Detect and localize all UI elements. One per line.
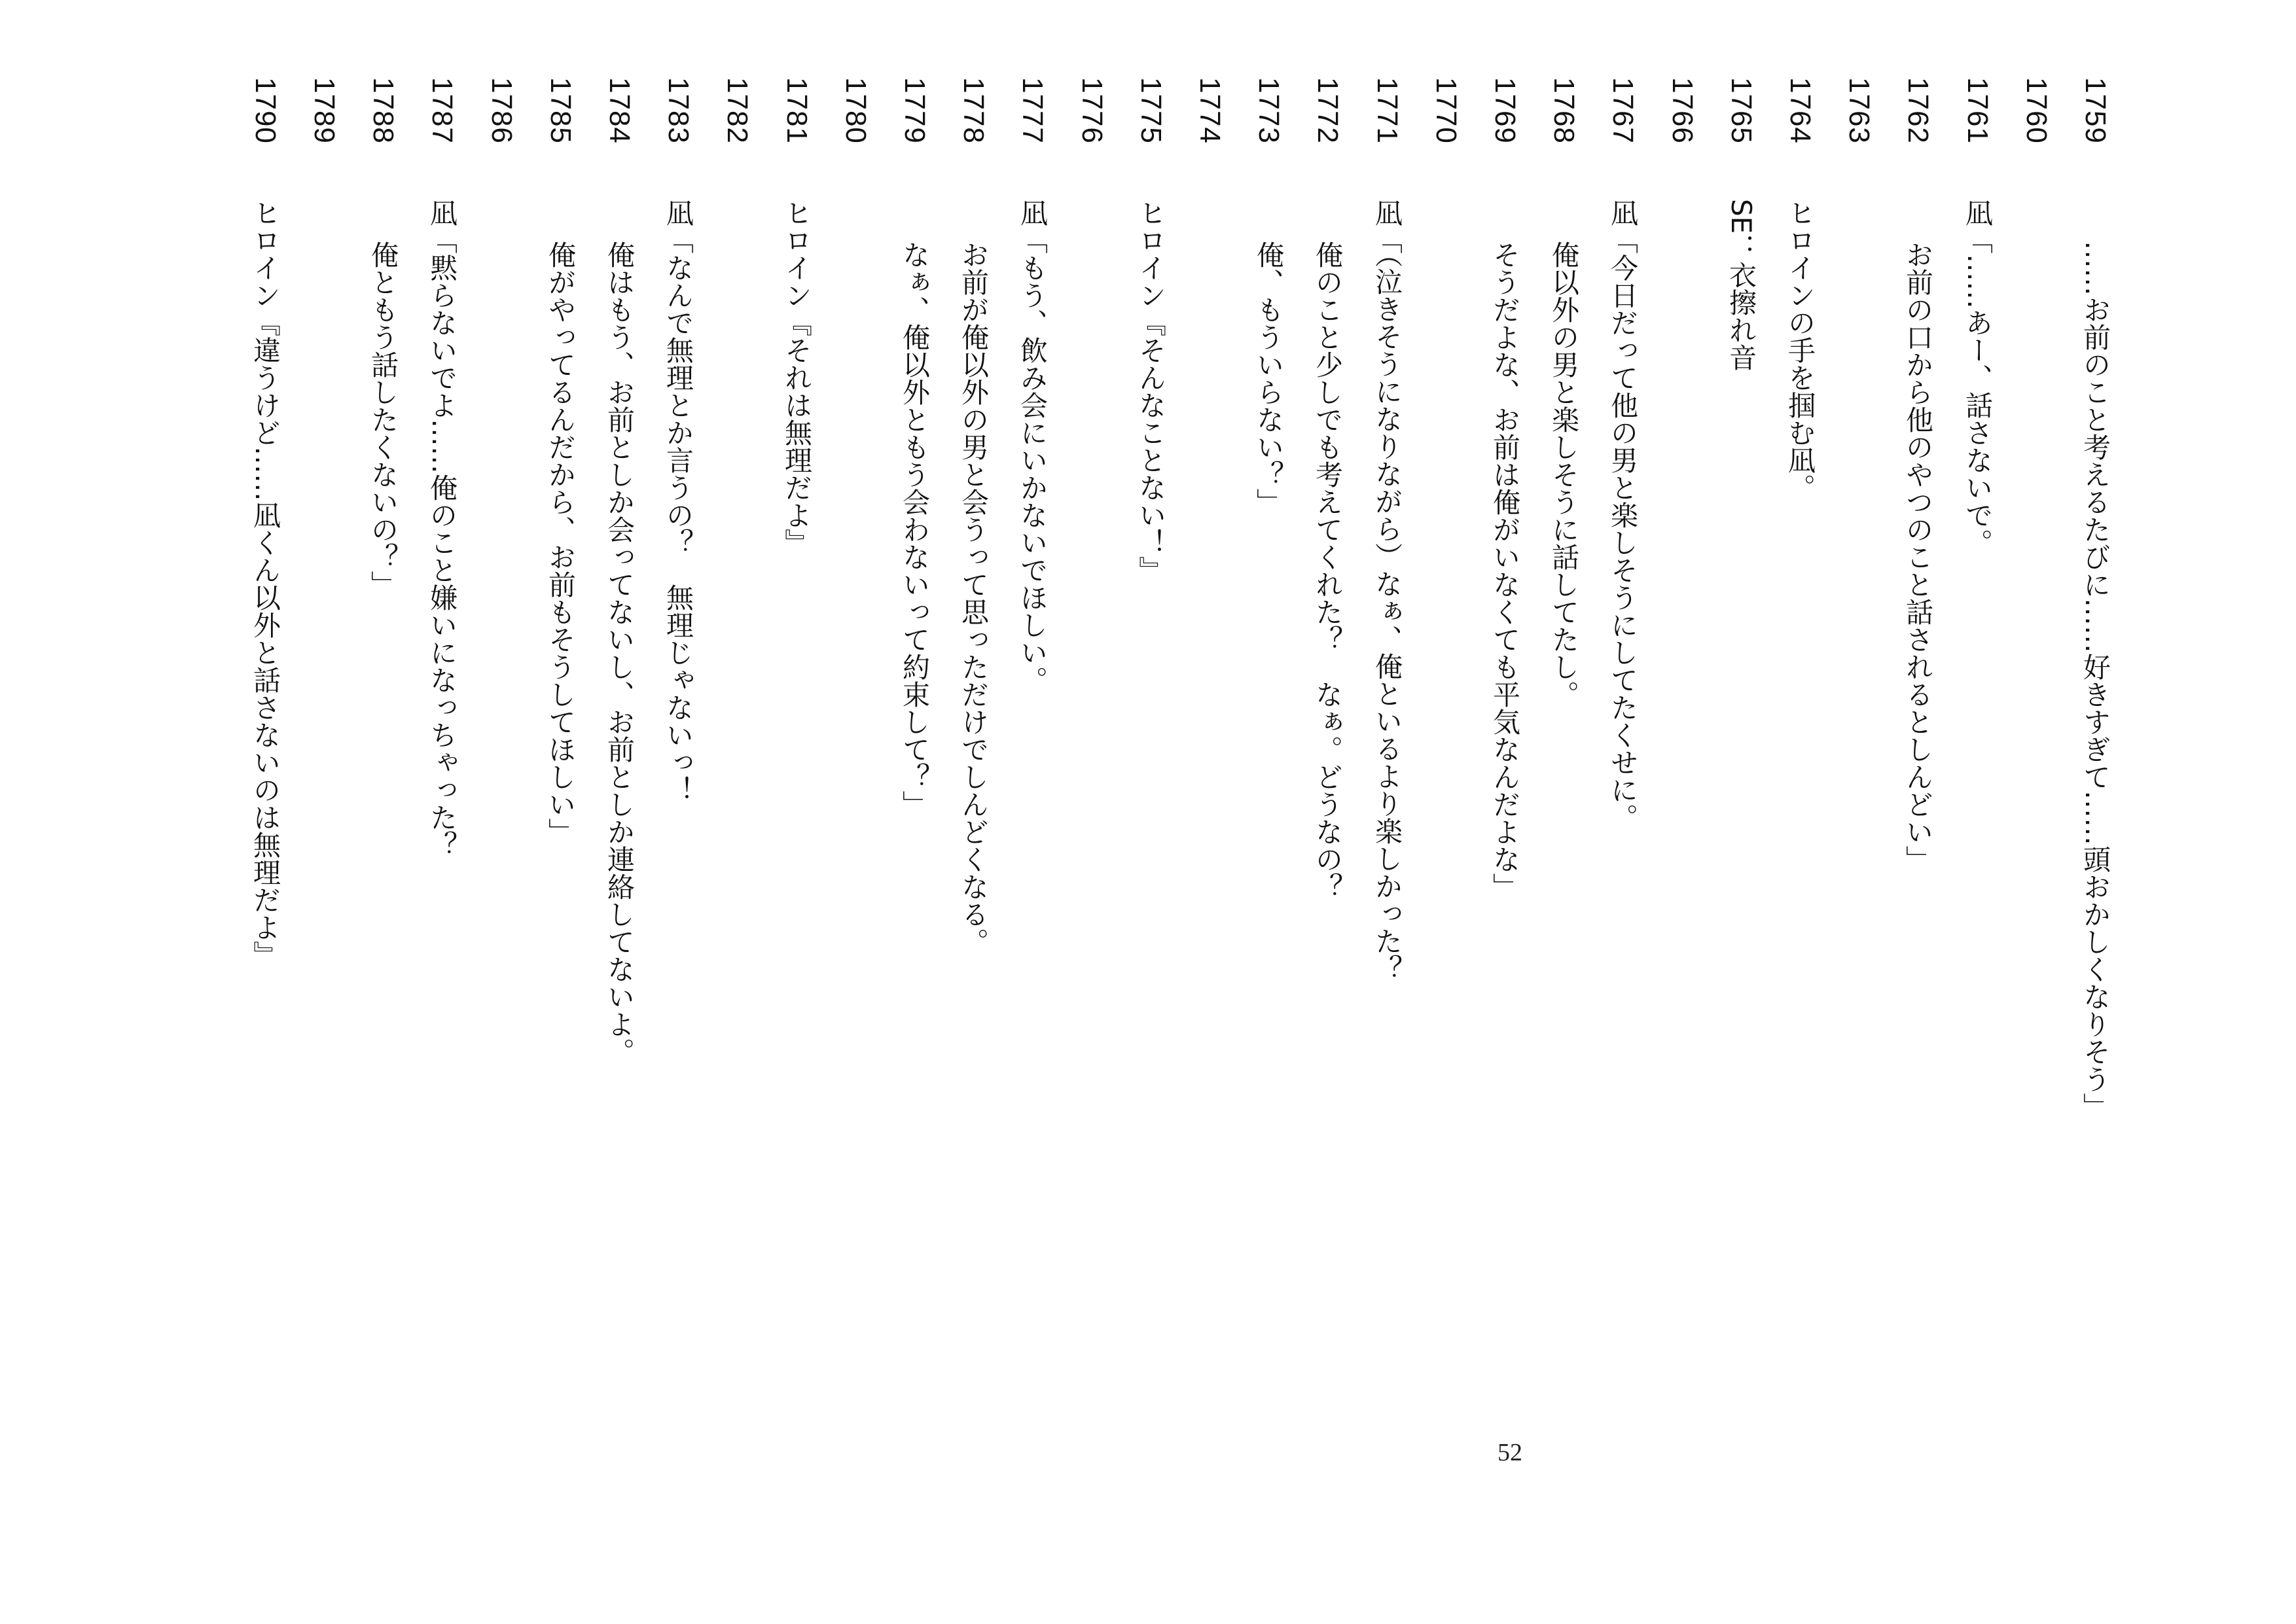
line-number: 1773: [1253, 77, 1285, 144]
script-line: [1186, 0, 1236, 1624]
script-line: [242, 0, 291, 1624]
line-text: 俺のこと少しでも考えてくれた？ なぁ。どうなの？: [1312, 241, 1344, 900]
line-text: ヒロイン『そんなことない！』: [1135, 199, 1167, 584]
script-line: [891, 0, 941, 1624]
line-text: なぁ、俺以外ともう会わないって約束して？」: [899, 241, 931, 818]
line-number: 1759: [2079, 77, 2111, 144]
line-number: 1781: [781, 77, 813, 144]
script-line: [1422, 0, 1472, 1624]
line-number: 1769: [1489, 77, 1521, 144]
line-number: 1777: [1016, 77, 1049, 144]
line-number: 1770: [1430, 77, 1462, 144]
script-line: [300, 0, 350, 1624]
line-number: 1789: [308, 77, 340, 144]
line-number: 1760: [2020, 77, 2053, 144]
line-text: ヒロインの手を掴む凪。: [1784, 199, 1816, 501]
script-line: [1540, 0, 1590, 1624]
line-text: ……お前のこと考えるたびに……好きすぎて……頭おかしくなりそう」: [2079, 241, 2111, 1120]
line-number: 1776: [1076, 77, 1108, 144]
line-number: 1772: [1312, 77, 1344, 144]
line-number: 1768: [1548, 77, 1580, 144]
line-text: 俺がやってるんだから、お前もそうしてほしい」: [545, 241, 577, 845]
line-number: 1775: [1135, 77, 1167, 144]
line-text: 凪「……あー、話さないで。: [1962, 199, 1994, 556]
script-line: [2072, 0, 2121, 1624]
line-number: 1785: [545, 77, 577, 144]
line-text: お前が俺以外の男と会うって思っただけでしんどくなる。: [958, 241, 990, 955]
line-number: 1779: [899, 77, 931, 144]
line-text: 俺はもう、お前としか会ってないし、お前としか連絡してないよ。: [603, 241, 636, 1065]
line-number: 1771: [1371, 77, 1403, 144]
line-text: 凪「なんで無理とか言うの？ 無理じゃないっ！: [662, 199, 694, 803]
line-number: 1778: [958, 77, 990, 144]
script-line: [1245, 0, 1295, 1624]
line-number: 1786: [486, 77, 518, 144]
script-line: [537, 0, 586, 1624]
line-number: 1762: [1902, 77, 1934, 144]
script-line: [1304, 0, 1354, 1624]
line-text: 凪「今日だって他の男と楽しそうにしてたくせに。: [1607, 199, 1639, 831]
line-number: 1784: [603, 77, 636, 144]
script-line: [1127, 0, 1177, 1624]
line-number: 1766: [1666, 77, 1698, 144]
script-line: [1894, 0, 1944, 1624]
line-text: ヒロイン『違うけど……凪くん以外と話さないのは無理だよ』: [249, 199, 281, 968]
script-line: [713, 0, 763, 1624]
script-line: [655, 0, 704, 1624]
line-text: お前の口から他のやつのこと話されるとしんどい」: [1902, 241, 1934, 873]
script-line: [359, 0, 409, 1624]
script-line: [1776, 0, 1826, 1624]
line-number: 1790: [249, 77, 281, 144]
line-number: 1764: [1784, 77, 1816, 144]
line-number: 1788: [367, 77, 399, 144]
page-number: 52: [1498, 1439, 1522, 1466]
script-line: [596, 0, 645, 1624]
line-text: ヒロイン『それは無理だよ』: [781, 199, 813, 556]
line-text: 俺以外の男と楽しそうに話してたし。: [1548, 241, 1580, 708]
script-line: [1009, 0, 1058, 1624]
script-line: [950, 0, 999, 1624]
script-line: [1659, 0, 1708, 1624]
line-number: 1767: [1607, 77, 1639, 144]
script-line: [418, 0, 468, 1624]
line-number: 1783: [662, 77, 694, 144]
line-text: 凪「（泣きそうになりながら）なぁ、俺といるより楽しかった？: [1371, 199, 1403, 982]
line-number: 1780: [840, 77, 872, 144]
script-line: [2013, 0, 2062, 1624]
line-text: 俺、もういらない？」: [1253, 241, 1285, 516]
script-line: [1363, 0, 1413, 1624]
line-text: SE：衣擦れ音: [1725, 199, 1757, 372]
script-line: [1954, 0, 2003, 1624]
script-line: [1068, 0, 1118, 1624]
script-line: [1599, 0, 1649, 1624]
line-number: 1774: [1194, 77, 1226, 144]
line-text: 凪「もう、飲み会にいかないでほしい。: [1016, 199, 1049, 694]
line-text: そうだよな、お前は俺がいなくても平気なんだよな」: [1489, 241, 1521, 900]
script-line: [1717, 0, 1767, 1624]
script-line: [832, 0, 882, 1624]
line-number: 1763: [1843, 77, 1875, 144]
script-line: [1481, 0, 1531, 1624]
line-number: 1765: [1725, 77, 1757, 144]
line-number: 1787: [426, 77, 458, 144]
line-number: 1782: [721, 77, 753, 144]
script-line: [773, 0, 823, 1624]
script-line: [478, 0, 528, 1624]
script-line: [1835, 0, 1885, 1624]
line-text: 凪「黙らないでよ……俺のこと嫌いになっちゃった？: [426, 199, 458, 858]
line-text: 俺ともう話したくないの？」: [367, 241, 399, 598]
line-number: 1761: [1962, 77, 1994, 144]
